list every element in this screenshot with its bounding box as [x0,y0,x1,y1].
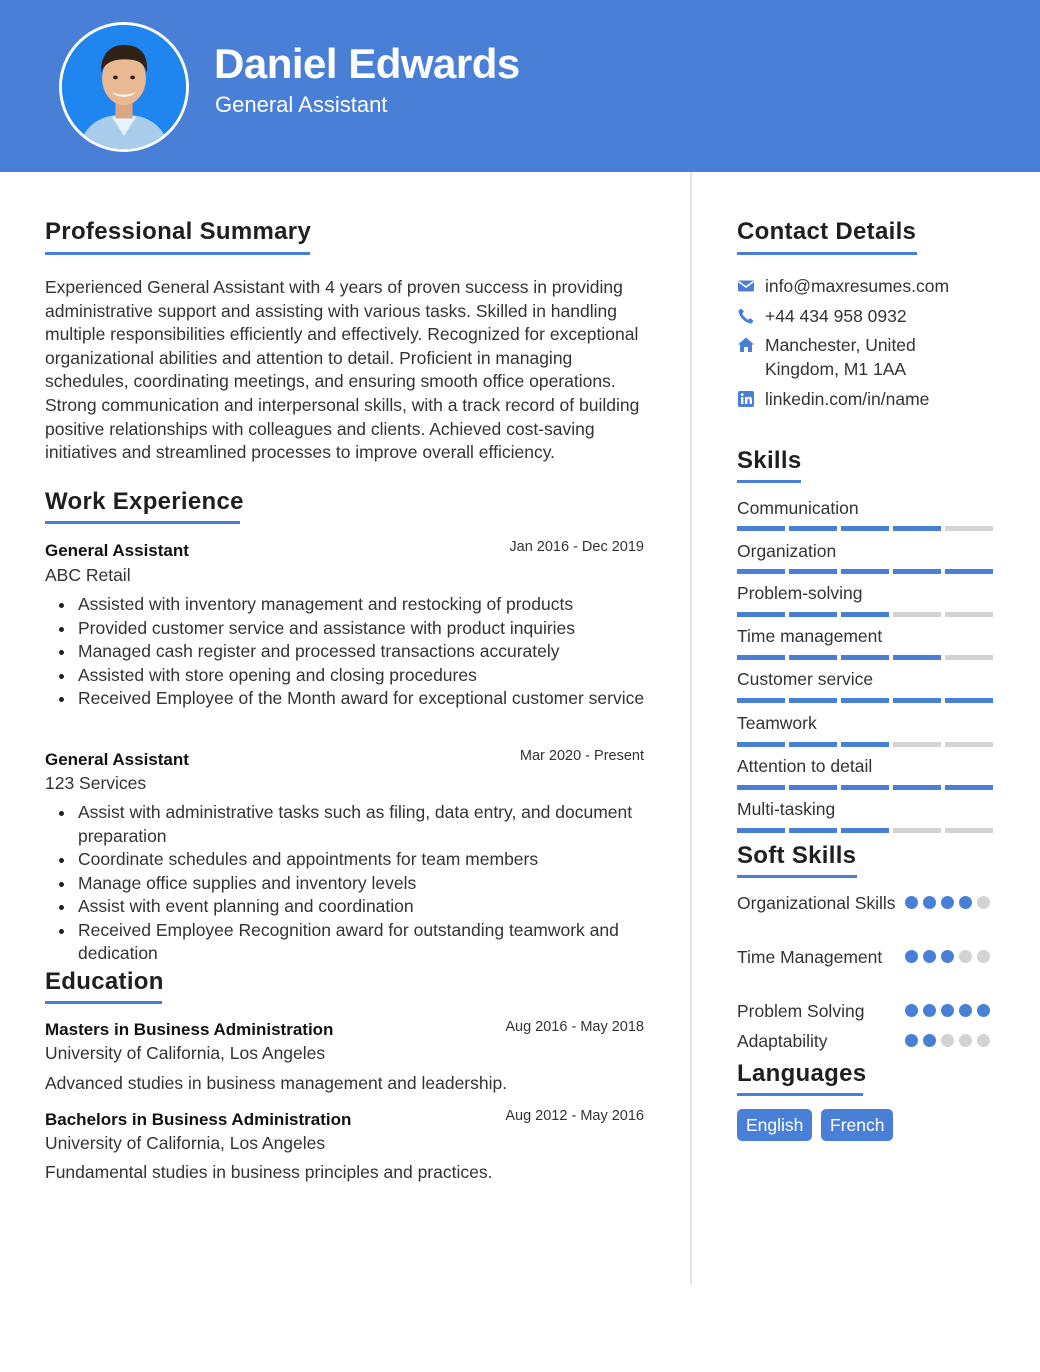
languages-heading-underline [737,1093,863,1096]
skill-segment [945,698,993,703]
skill-segment [789,655,837,660]
skill-level-bar [737,612,997,617]
skill-segment [893,828,941,833]
rating-dot [977,896,990,909]
rating-dot [923,1034,936,1047]
skill-segment [841,569,889,574]
skill-segment [737,828,785,833]
experience-heading: Work Experience [45,488,244,515]
skill-segment [737,742,785,747]
contact-heading-underline [737,252,917,255]
rating-dot [977,950,990,963]
phone-text: +44 434 958 0932 [765,306,907,326]
soft-skill-rating [905,1004,995,1017]
soft-skill-rating [905,950,995,963]
degree-description: Advanced studies in business management and leadership. [45,1073,508,1093]
degree-dates: Aug 2012 - May 2016 [505,1108,644,1124]
skill-level-bar [737,742,997,747]
linkedin-icon [737,390,755,408]
profile-photo [59,22,189,152]
rating-dot [923,896,936,909]
job-title: General Assistant [45,541,189,560]
skill-level-bar [737,655,997,660]
skill-segment [841,785,889,790]
skill-segment [893,698,941,703]
rating-dot [941,1004,954,1017]
list-item: Assist with administrative tasks such as filing, data entry, and document preparation [45,801,650,848]
skill-segment [737,785,785,790]
job-bullets [45,593,645,711]
degree-description: Fundamental studies in business principles and practices. [45,1162,493,1182]
skill-name: Time management [737,626,883,646]
skill-segment [789,612,837,617]
skill-level-bar [737,569,997,574]
skill-segment [737,655,785,660]
list-item: Assisted with inventory management and restocking of products [45,593,645,617]
contact-phone[interactable] [737,305,907,329]
linkedin-text: linkedin.com/in/name [765,389,930,409]
rating-dot [959,1004,972,1017]
job-dates: Jan 2016 - Dec 2019 [509,539,644,555]
soft-skill-name: Organizational Skills [737,893,896,913]
home-icon [737,336,755,354]
skill-segment [841,698,889,703]
rating-dot [905,1034,918,1047]
column-divider [690,172,692,1284]
skill-segment [737,526,785,531]
list-item: Assist with event planning and coordination [45,895,650,919]
rating-dot [977,1004,990,1017]
contact-heading: Contact Details [737,218,917,245]
contact-address [737,334,935,381]
education-heading: Education [45,968,164,995]
skill-segment [789,569,837,574]
email-text: info@maxresumes.com [765,276,950,296]
phone-icon [737,307,755,325]
address-text: Manchester, United Kingdom, M1 1AA [765,335,916,379]
list-item: Provided customer service and assistance with product inquiries [45,617,645,641]
list-item: Assisted with store opening and closing procedures [45,664,645,688]
skill-name: Customer service [737,669,874,689]
skill-segment [737,569,785,574]
rating-dot [941,950,954,963]
degree-title: Masters in Business Administration [45,1020,334,1039]
job-dates: Mar 2020 - Present [519,748,644,764]
skill-segment [945,785,993,790]
job-bullets [45,801,650,966]
rating-dot [977,1034,990,1047]
skill-segment [893,742,941,747]
rating-dot [905,896,918,909]
job-company: ABC Retail [45,565,131,585]
candidate-title: General Assistant [215,92,388,117]
rating-dot [959,1034,972,1047]
skill-segment [789,526,837,531]
soft-skill-name: Time Management [737,947,883,967]
job-company: 123 Services [45,773,147,793]
summary-text: Experienced General Assistant with 4 years of proven success in providing administrative support and assisting with various tasks. Skilled in handling multiple responsibilities efficiently and effectively. Recognized for exceptional organizational abilities and attention to detail. Proficient in managing schedules, coordinating meetings, and ensuring smooth office operations. Strong communication and interpersonal skills, with a track record of building positive relationships with colleagues and clients. Achieved cost-saving initiatives and streamlined processes to improve overall efficiency. [45,277,640,463]
skill-segment [841,655,889,660]
language-tag-english: English [737,1109,812,1141]
soft-skill-rating [905,896,995,909]
language-tag-french: French [821,1109,893,1141]
rating-dot [959,950,972,963]
skill-segment [945,569,993,574]
summary-heading-underline [45,252,310,255]
skill-name: Communication [737,498,859,518]
list-item: Received Employee Recognition award for outstanding teamwork and dedication [45,919,650,966]
skill-segment [737,612,785,617]
degree-dates: Aug 2016 - May 2018 [505,1019,644,1035]
skill-segment [737,698,785,703]
skill-level-bar [737,828,997,833]
soft-skill-name: Adaptability [737,1031,828,1051]
degree-title: Bachelors in Business Administration [45,1110,352,1129]
soft-skills-heading-underline [737,875,857,878]
rating-dot [905,950,918,963]
experience-heading-underline [45,521,240,524]
candidate-name: Daniel Edwards [214,40,520,87]
header-banner [0,0,1040,172]
list-item: Manage office supplies and inventory levels [45,872,650,896]
skill-segment [841,828,889,833]
contact-email[interactable] [737,275,949,299]
skill-segment [945,526,993,531]
rating-dot [923,950,936,963]
soft-skills-heading: Soft Skills [737,842,857,869]
soft-skill-rating [905,1034,995,1047]
skills-heading: Skills [737,447,802,474]
rating-dot [923,1004,936,1017]
skill-segment [789,828,837,833]
skills-heading-underline [737,480,801,483]
list-item: Coordinate schedules and appointments for team members [45,848,650,872]
skill-name: Problem-solving [737,583,863,603]
skill-segment [893,655,941,660]
rating-dot [905,1004,918,1017]
envelope-icon [737,277,755,295]
skill-segment [893,785,941,790]
languages-heading: Languages [737,1060,867,1087]
skill-segment [789,742,837,747]
rating-dot [941,896,954,909]
skill-segment [945,742,993,747]
skill-segment [789,698,837,703]
skill-segment [841,612,889,617]
skill-segment [841,526,889,531]
skill-segment [893,526,941,531]
list-item: Managed cash register and processed transactions accurately [45,640,645,664]
school-name: University of California, Los Angeles [45,1043,326,1063]
skill-name: Multi-tasking [737,799,836,819]
skill-level-bar [737,698,997,703]
rating-dot [941,1034,954,1047]
soft-skill-name: Problem Solving [737,1001,865,1021]
skill-segment [945,655,993,660]
skill-level-bar [737,785,997,790]
skill-name: Attention to detail [737,756,873,776]
job-title: General Assistant [45,750,189,769]
skill-name: Teamwork [737,713,817,733]
skill-segment [945,612,993,617]
skill-segment [945,828,993,833]
skill-level-bar [737,526,997,531]
summary-heading: Professional Summary [45,218,312,245]
rating-dot [959,896,972,909]
list-item: Received Employee of the Month award for exceptional customer service [45,687,645,711]
skill-name: Organization [737,541,837,561]
school-name: University of California, Los Angeles [45,1133,326,1153]
skill-segment [893,569,941,574]
skill-segment [789,785,837,790]
education-heading-underline [45,1001,162,1004]
contact-linkedin[interactable] [737,388,929,412]
skill-segment [893,612,941,617]
skill-segment [841,742,889,747]
